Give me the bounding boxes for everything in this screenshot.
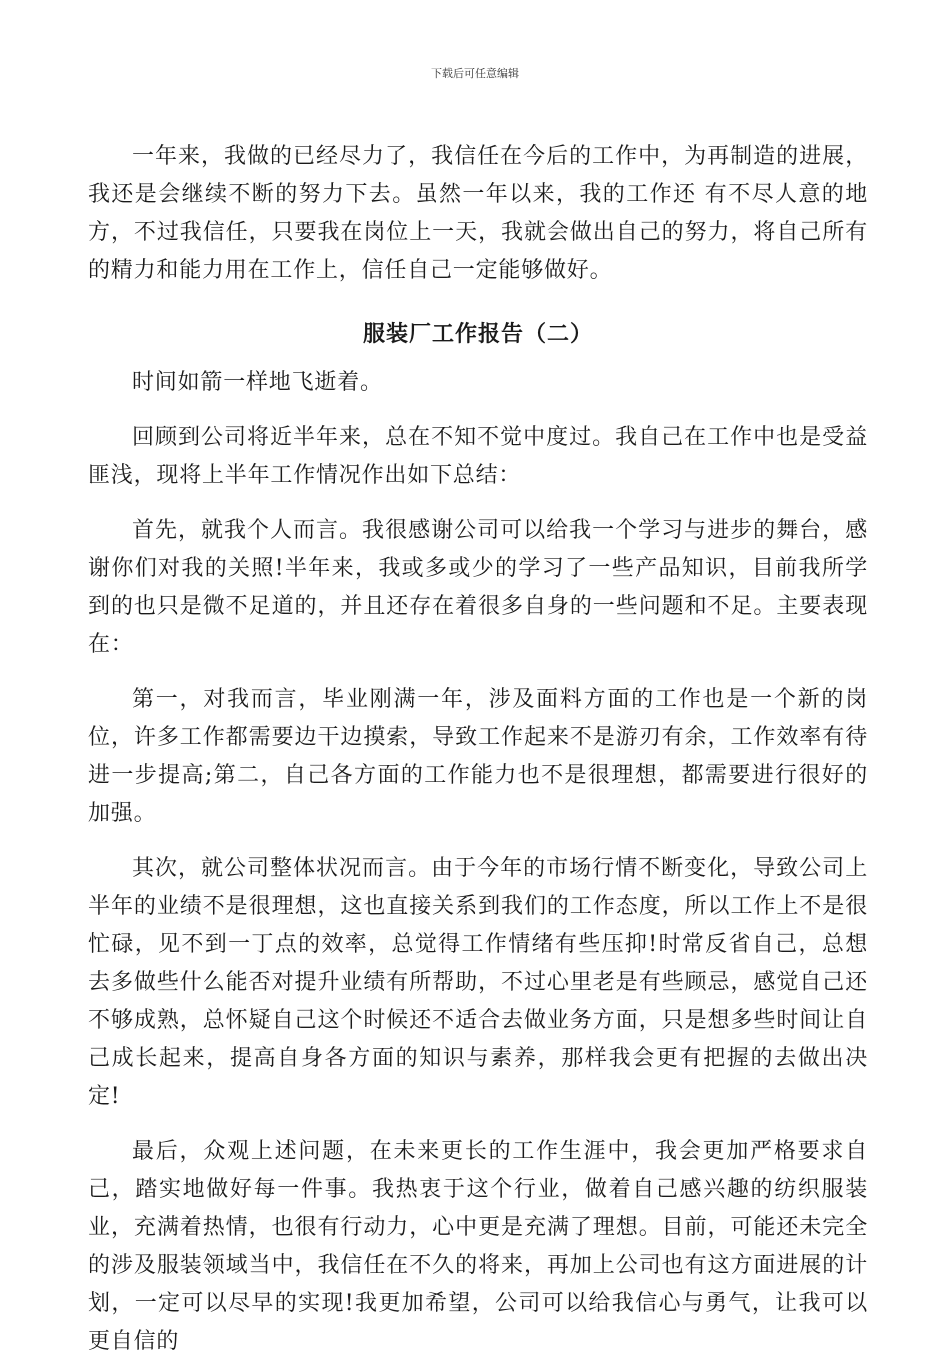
page-header-note: 下载后可任意编辑 [431, 67, 519, 80]
paragraph-3: 首先，就我个人而言。我很感谢公司可以给我一个学习与进步的舞台，感谢你们对我的关照!半年来，我或多或少的学习了一些产品知识，目前我所学到的也只是微不足道的，并且还存在着很多自身的一些问题和不足。主要表现在： [88, 518, 868, 657]
paragraph-5: 其次，就公司整体状况而言。由于今年的市场行情不断变化，导致公司上半年的业绩不是很理想，这也直接关系到我们的工作态度，所以工作上不是很忙碌，见不到一丁点的效率，总觉得工作情绪有些压抑!时常反省自己，总想去多做些什么能否对提升业绩有所帮助，不过心里老是有些顾忌，感觉自己还不够成熟，总怀疑自己这个时候还不适合去做业务方面，只是想多些时间让自己成长起来，提高自身各方面的知识与素养，那样我会更有把握的去做出决定! [88, 856, 868, 1109]
paragraph-1: 时间如箭一样地飞逝着。 [132, 370, 383, 395]
paragraph-6: 最后，众观上述问题，在未来更长的工作生涯中，我会更加严格要求自己，踏实地做好每一件事。我热衷于这个行业，做着自己感兴趣的纺织服装业，充满着热情，也很有行动力，心中更是充满了理想。目前，可能还未完全的涉及服装领域当中，我信任在不久的将来，再加上公司也有这方面进展的计划，一定可以尽早的实现!我更加希望，公司可以给我信心与勇气，让我可以更自信的 [88, 1139, 868, 1354]
document-body [88, 138, 868, 1361]
intro-paragraph: 一年来，我做的已经尽力了，我信任在今后的工作中，为再制造的进展，我还是会继续不断的努力下去。虽然一年以来，我的工作还 有不尽人意的地方，不过我信任，只要我在岗位上一天，我就会做出自己的努力，将自己所有的精力和能力用在工作上，信任自己一定能够做好。 [88, 144, 868, 283]
paragraph-4: 第一，对我而言，毕业刚满一年，涉及面料方面的工作也是一个新的岗位，许多工作都需要边干边摸索，导致工作起来不是游刃有余，工作效率有待进一步提高;第二，自己各方面的工作能力也不是很理想，都需要进行很好的加强。 [88, 687, 868, 826]
section-title: 服装厂工作报告（二） [362, 322, 593, 347]
paragraph-2: 回顾到公司将近半年来，总在不知不觉中度过。我自己在工作中也是受益匪浅，现将上半年工作情况作出如下总结： [88, 425, 868, 488]
